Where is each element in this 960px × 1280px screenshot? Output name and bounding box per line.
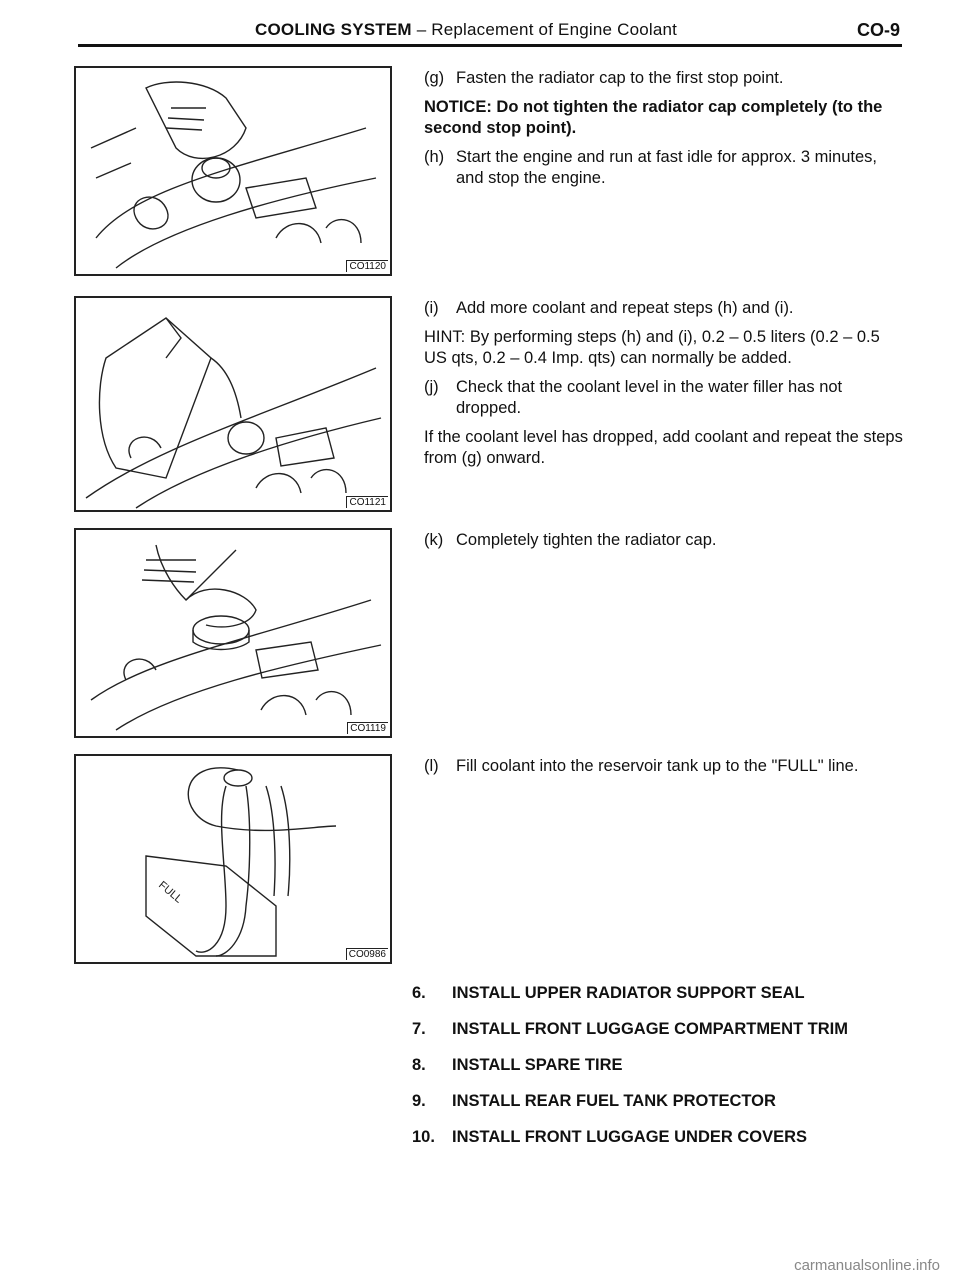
pouring-coolant-illustration: [76, 298, 390, 510]
figure-code: CO1121: [346, 496, 388, 508]
watermark: carmanualsonline.info: [794, 1257, 940, 1274]
step-j: (j) Check that the coolant level in the water filler has not dropped.: [424, 378, 843, 417]
step-j-note: If the coolant level has dropped, add coolant and repeat the steps from (g) onward.: [424, 428, 903, 467]
radiator-cap-illustration: [76, 68, 390, 274]
svg-text:FULL: FULL: [156, 879, 185, 906]
install-item: 7. INSTALL FRONT LUGGAGE COMPARTMENT TRIM: [412, 1020, 848, 1038]
install-item: 6. INSTALL UPPER RADIATOR SUPPORT SEAL: [412, 984, 805, 1002]
page-number: CO-9: [856, 20, 900, 40]
step-k: (k) Completely tighten the radiator cap.: [424, 531, 717, 549]
hint: HINT: By performing steps (h) and (i), 0.2 – 0.5 liters (0.2 – 0.5 US qts, 0.2 – 0.4 Imp. qts) can normally be added.: [424, 328, 880, 367]
install-list: [412, 984, 848, 1164]
header-rule: [78, 44, 902, 47]
page-header: [255, 20, 677, 40]
step-k-block: [424, 530, 904, 559]
step-l: (l) Fill coolant into the reservoir tank up to the "FULL" line.: [424, 757, 859, 775]
section-title: COOLING SYSTEM: [255, 20, 412, 39]
step-g: (g) Fasten the radiator cap to the first stop point.: [424, 69, 784, 87]
figure-tighten-cap: [74, 528, 392, 738]
install-item: 9. INSTALL REAR FUEL TANK PROTECTOR: [412, 1092, 776, 1110]
install-item: 10. INSTALL FRONT LUGGAGE UNDER COVERS: [412, 1128, 808, 1146]
step-i: (i) Add more coolant and repeat steps (h) and (i).: [424, 299, 794, 317]
step-h: (h) Start the engine and run at fast idle for approx. 3 minutes, and stop the engine.: [424, 148, 877, 187]
figure-code: CO1120: [346, 260, 388, 272]
figure-code: CO1119: [347, 722, 388, 734]
notice: NOTICE: Do not tighten the radiator cap completely (to the second stop point).: [424, 98, 883, 137]
tighten-cap-illustration: [76, 530, 390, 736]
figure-pour-coolant: [74, 296, 392, 512]
install-item: 8. INSTALL SPARE TIRE: [412, 1056, 623, 1074]
step-l-block: [424, 756, 904, 785]
steps-g-h: [424, 68, 904, 197]
figure-radiator-cap: [74, 66, 392, 276]
reservoir-tank-illustration: [76, 756, 390, 962]
figure-reservoir-tank: [74, 754, 392, 964]
header-subtitle: – Replacement of Engine Coolant: [411, 20, 678, 39]
figure-code: CO0986: [346, 948, 388, 960]
steps-i-j: [424, 298, 904, 477]
